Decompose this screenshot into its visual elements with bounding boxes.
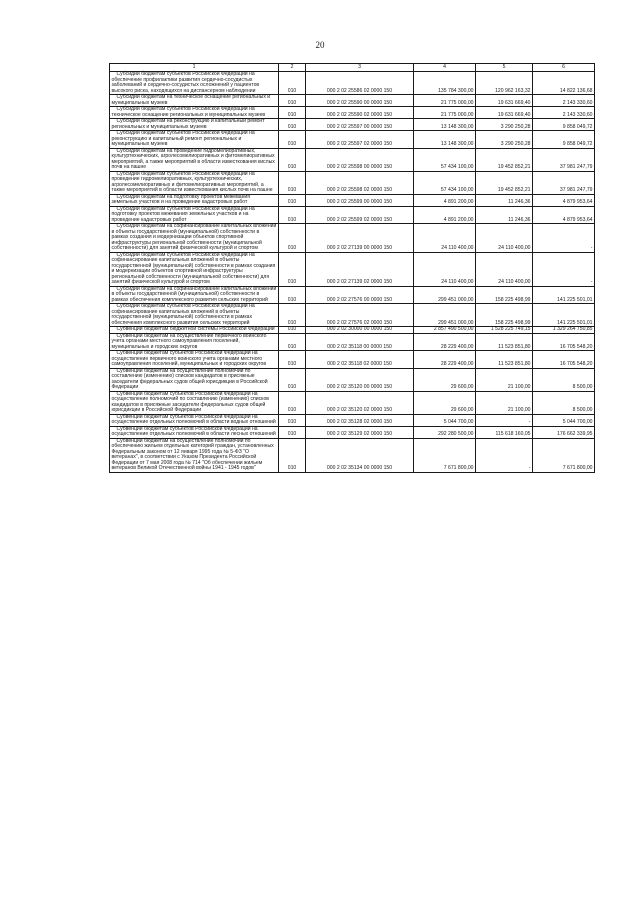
table-row	[110, 72, 595, 95]
row-fact-cell: 11 523 851,80	[476, 333, 533, 351]
row-code-cell: 010	[279, 72, 306, 95]
row-code-cell: 010	[279, 286, 306, 304]
row-code-cell: 010	[279, 351, 306, 369]
row-kbk-cell: 000 2 02 35118 02 0000 150	[306, 351, 414, 369]
row-rest-cell: 5 044 700,00	[533, 414, 595, 426]
table-row	[110, 286, 595, 304]
row-rest-cell: 2 143 330,60	[533, 107, 595, 119]
row-plan-cell: 5 044 700,00	[414, 414, 476, 426]
row-kbk-cell: 000 2 02 30000 00 0000 150	[306, 327, 414, 334]
row-name-cell: Субвенции бюджетам на осуществление первичного воинского учета органами местного самоуправления поселений, муниципальных и городских округов	[110, 333, 279, 351]
row-name-cell: Субвенции бюджетам на осуществление полномочий по обеспечению жильем отдельных категорий граждан, установленных Федеральным законом от 12 января 1995 года № 5-ФЗ "О ветеранах", в соответствии с Указом Президента Российской Федерации от 7 мая 2008 года № 714 "Об обеспечении жильем ветеранов Великой Отечественной войны 1941 - 1945 годов"	[110, 438, 279, 472]
row-name-cell: Субсидии бюджетам на софинансирование капитальных вложений в объекты государственной (муниципальной) собственности в рамках создания и модернизации объектов спортивной инфраструктуры региональной собственности (муниципальной собственности) для занятий физической культурой и спортом	[110, 224, 279, 253]
row-code-cell: 010	[279, 148, 306, 171]
row-rest-cell: 1 329 264 750,85	[533, 327, 595, 334]
row-kbk-cell: 000 2 02 35129 02 0000 150	[306, 426, 414, 438]
row-name-cell: Субсидии бюджетам субъектов Российской Федерации на проведение гидромелиоративных, культуртехнических, агролесомелиоративных и фитомелиоративных мероприятий, а также мероприятий в области известкования кислых почв на пашне	[110, 171, 279, 194]
table-row	[110, 194, 595, 206]
row-fact-cell: 19 452 852,21	[476, 148, 533, 171]
row-plan-cell: 24 110 400,00	[414, 252, 476, 286]
row-name-cell: Субвенции бюджетам субъектов Российской Федерации на осуществление первичного воинского учета органами местного самоуправления поселений, муниципальных и городских округов	[110, 351, 279, 369]
row-kbk-cell: 000 2 02 25590 00 0000 150	[306, 95, 414, 107]
row-plan-cell: 7 671 800,00	[414, 438, 476, 472]
row-fact-cell: -	[476, 414, 533, 426]
row-kbk-cell: 000 2 02 35134 00 0000 150	[306, 438, 414, 472]
row-plan-cell: 4 891 200,00	[414, 206, 476, 224]
row-rest-cell: 16 705 548,20	[533, 351, 595, 369]
row-plan-cell: 57 434 100,00	[414, 148, 476, 171]
row-fact-cell: 21 100,00	[476, 391, 533, 414]
column-header: 1	[110, 64, 279, 72]
row-rest-cell: 8 500,00	[533, 368, 595, 391]
row-fact-cell: 19 631 669,40	[476, 95, 533, 107]
row-name-cell: Субсидии бюджетам субъектов Российской Федерации на реконструкцию и капитальный ремонт региональных и муниципальных музеев	[110, 131, 279, 149]
column-header: 4	[414, 64, 476, 72]
row-code-cell: 010	[279, 368, 306, 391]
row-code-cell: 010	[279, 414, 306, 426]
row-plan-cell: 28 229 400,00	[414, 333, 476, 351]
table-row	[110, 426, 595, 438]
row-name-cell: Субсидии бюджетам субъектов Российской Федерации на софинансирование капитальных вложений в объекты государственной (муниципальной) собственности в рамках создания и модернизации объектов спортивной инфраструктуры региональной собственности (муниципальной собственности) для занятий физической культурой и спортом	[110, 252, 279, 286]
row-name-cell: Субвенции бюджетам субъектов Российской Федерации на осуществление отдельных полномочий в области водных отношений	[110, 414, 279, 426]
row-kbk-cell: 000 2 02 25598 02 0000 150	[306, 171, 414, 194]
row-kbk-cell: 000 2 02 27139 00 0000 150	[306, 224, 414, 253]
budget-table	[109, 63, 595, 473]
table-row	[110, 252, 595, 286]
table-row	[110, 95, 595, 107]
row-fact-cell: 19 452 852,21	[476, 171, 533, 194]
row-kbk-cell: 000 2 02 35120 02 0000 150	[306, 391, 414, 414]
row-plan-cell: 2 857 490 500,00	[414, 327, 476, 334]
table-row	[110, 131, 595, 149]
table-row	[110, 414, 595, 426]
row-fact-cell: 158 225 498,99	[476, 304, 533, 327]
row-code-cell: 010	[279, 107, 306, 119]
row-fact-cell: 3 290 250,28	[476, 131, 533, 149]
row-name-cell: Субвенции бюджетам субъектов Российской Федерации на осуществление отдельных полномочий в области лесных отношений	[110, 426, 279, 438]
row-kbk-cell: 000 2 02 27139 02 0000 150	[306, 252, 414, 286]
table-row	[110, 438, 595, 472]
row-kbk-cell: 000 2 02 25597 00 0000 150	[306, 119, 414, 131]
row-kbk-cell: 000 2 02 35128 02 0000 150	[306, 414, 414, 426]
row-kbk-cell: 000 2 02 27576 00 0000 150	[306, 286, 414, 304]
row-kbk-cell: 000 2 02 25599 02 0000 150	[306, 206, 414, 224]
row-code-cell: 010	[279, 252, 306, 286]
row-kbk-cell: 000 2 02 25586 02 0000 150	[306, 72, 414, 95]
row-plan-cell: 13 148 300,00	[414, 131, 476, 149]
table-row	[110, 206, 595, 224]
row-kbk-cell: 000 2 02 35120 00 0000 150	[306, 368, 414, 391]
row-rest-cell: 141 225 501,01	[533, 304, 595, 327]
row-name-cell: Субсидии бюджетам субъектов Российской Федерации на подготовку проектов межевания земельных участков и на проведение кадастровых работ	[110, 206, 279, 224]
table-row	[110, 148, 595, 171]
row-rest-cell: 7 671 800,00	[533, 438, 595, 472]
row-rest-cell: 9 858 049,72	[533, 131, 595, 149]
table-row	[110, 171, 595, 194]
column-header: 5	[476, 64, 533, 72]
row-name-cell: Субвенции бюджетам субъектов Российской Федерации на осуществление полномочий по составлению (изменению) списков кандидатов в присяжные заседатели федеральных судов общей юрисдикции в Российской Федерации	[110, 391, 279, 414]
row-fact-cell: 24 110 400,00	[476, 252, 533, 286]
column-header: 6	[533, 64, 595, 72]
row-plan-cell: 29 600,00	[414, 368, 476, 391]
row-plan-cell: 21 775 000,00	[414, 107, 476, 119]
row-kbk-cell: 000 2 02 25590 02 0000 150	[306, 107, 414, 119]
table-row	[110, 351, 595, 369]
row-rest-cell: 4 879 953,64	[533, 206, 595, 224]
row-name-cell: Субсидии бюджетам субъектов Российской Федерации на техническое оснащение региональных и муниципальных музеев	[110, 107, 279, 119]
row-code-cell: 010	[279, 327, 306, 334]
row-plan-cell: 299 451 000,00	[414, 304, 476, 327]
row-rest-cell: 9 858 049,72	[533, 119, 595, 131]
row-kbk-cell: 000 2 02 25597 02 0000 150	[306, 131, 414, 149]
row-code-cell: 010	[279, 333, 306, 351]
row-fact-cell: 1 528 225 749,15	[476, 327, 533, 334]
row-name-cell: Субсидии бюджетам на подготовку проектов межевания земельных участков и на проведение кадастровых работ	[110, 194, 279, 206]
row-rest-cell: -	[533, 252, 595, 286]
row-fact-cell: 19 631 669,40	[476, 107, 533, 119]
row-code-cell: 010	[279, 391, 306, 414]
column-header: 3	[306, 64, 414, 72]
row-rest-cell: 16 705 548,20	[533, 333, 595, 351]
row-plan-cell: 292 280 500,00	[414, 426, 476, 438]
table-row	[110, 333, 595, 351]
table-row	[110, 107, 595, 119]
row-fact-cell: -	[476, 438, 533, 472]
row-rest-cell: 8 500,00	[533, 391, 595, 414]
row-code-cell: 010	[279, 171, 306, 194]
row-fact-cell: 24 110 400,00	[476, 224, 533, 253]
row-code-cell: 010	[279, 95, 306, 107]
row-plan-cell: 29 600,00	[414, 391, 476, 414]
row-plan-cell: 13 148 300,00	[414, 119, 476, 131]
row-name-cell: Субвенции бюджетам на осуществление полномочий по составлению (изменению) списков кандидатов в присяжные заседатели федеральных судов общей юрисдикции в Российской Федерации	[110, 368, 279, 391]
row-kbk-cell: 000 2 02 25598 00 0000 150	[306, 148, 414, 171]
row-code-cell: 010	[279, 131, 306, 149]
row-fact-cell: 120 962 163,32	[476, 72, 533, 95]
page-number: 20	[315, 40, 325, 50]
row-rest-cell: 176 662 339,95	[533, 426, 595, 438]
row-kbk-cell: 000 2 02 35118 00 0000 150	[306, 333, 414, 351]
row-rest-cell: -	[533, 224, 595, 253]
row-rest-cell: 4 879 953,64	[533, 194, 595, 206]
table-row	[110, 368, 595, 391]
row-code-cell: 010	[279, 438, 306, 472]
table-row	[110, 391, 595, 414]
row-plan-cell: 4 891 200,00	[414, 194, 476, 206]
column-header: 2	[279, 64, 306, 72]
row-plan-cell: 299 451 000,00	[414, 286, 476, 304]
row-name-cell: Субсидии бюджетам на софинансирование капитальных вложений в объекты государственной (муниципальной) собственности в рамках обеспечения комплексного развития сельских территорий	[110, 286, 279, 304]
row-fact-cell: 11 246,36	[476, 206, 533, 224]
row-name-cell: Субвенции бюджетам бюджетной системы Российской Федерации	[110, 327, 279, 334]
row-fact-cell: 158 225 498,99	[476, 286, 533, 304]
row-code-cell: 010	[279, 304, 306, 327]
row-name-cell: Субсидии бюджетам субъектов Российской Федерации на софинансирование капитальных вложений в объекты государственной (муниципальной) собственности в рамках обеспечения комплексного развития сельских территорий	[110, 304, 279, 327]
table-row	[110, 224, 595, 253]
row-kbk-cell: 000 2 02 27576 02 0000 150	[306, 304, 414, 327]
row-code-cell: 010	[279, 224, 306, 253]
table-row	[110, 119, 595, 131]
row-plan-cell: 28 229 400,00	[414, 351, 476, 369]
row-rest-cell: 37 981 247,79	[533, 148, 595, 171]
row-fact-cell: 21 100,00	[476, 368, 533, 391]
row-fact-cell: 115 618 160,05	[476, 426, 533, 438]
row-fact-cell: 3 290 250,28	[476, 119, 533, 131]
row-rest-cell: 2 143 330,60	[533, 95, 595, 107]
row-name-cell: Субсидии бюджетам субъектов Российской Федерации на обеспечение профилактики развития сердечно-сосудистых заболеваний и сердечно-сосудистых осложнений у пациентов высокого риска, находящихся на диспансерном наблюдении	[110, 72, 279, 95]
row-name-cell: Субсидии бюджетам на реконструкцию и капитальный ремонт региональных и муниципальных музеев	[110, 119, 279, 131]
row-plan-cell: 57 434 100,00	[414, 171, 476, 194]
row-rest-cell: 37 981 247,79	[533, 171, 595, 194]
row-kbk-cell: 000 2 02 25599 00 0000 150	[306, 194, 414, 206]
table-row	[110, 304, 595, 327]
row-plan-cell: 21 775 000,00	[414, 95, 476, 107]
row-code-cell: 010	[279, 206, 306, 224]
row-rest-cell: 141 225 501,01	[533, 286, 595, 304]
row-name-cell: Субсидии бюджетам на техническое оснащение региональных и муниципальных музеев	[110, 95, 279, 107]
row-rest-cell: 14 822 136,68	[533, 72, 595, 95]
row-fact-cell: 11 523 851,80	[476, 351, 533, 369]
row-name-cell: Субсидии бюджетам на проведение гидромелиоративных, культуртехнических, агролесомелиоративных и фитомелиоративных мероприятий, а также мероприятий в области известкования кислых почв на пашне	[110, 148, 279, 171]
row-code-cell: 010	[279, 426, 306, 438]
row-fact-cell: 11 246,36	[476, 194, 533, 206]
table-body	[110, 72, 595, 473]
row-code-cell: 010	[279, 119, 306, 131]
row-plan-cell: 24 110 400,00	[414, 224, 476, 253]
row-code-cell: 010	[279, 194, 306, 206]
row-plan-cell: 135 784 300,00	[414, 72, 476, 95]
